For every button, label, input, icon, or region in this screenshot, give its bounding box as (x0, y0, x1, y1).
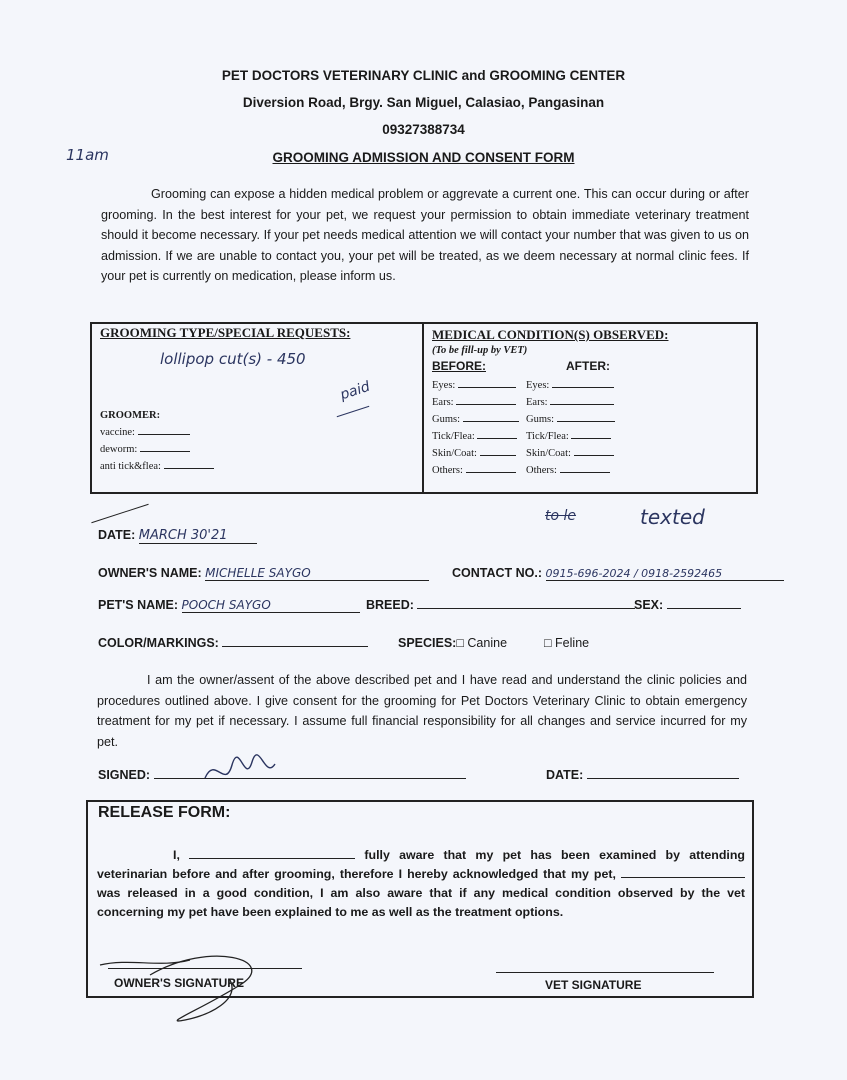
vet-signature-label: VET SIGNATURE (545, 978, 642, 992)
before-row: Others: (432, 462, 519, 479)
before-row: Eyes: (432, 377, 519, 394)
contact-field (452, 566, 784, 581)
medical-heading: MEDICAL CONDITION(S) OBSERVED: (432, 327, 669, 342)
pet-label: PET'S NAME: (98, 598, 179, 612)
after-row: Skin/Coat: (526, 445, 615, 462)
contact-value: 0915-696-2024 / 0918-2592465 (546, 567, 784, 581)
owner-field (98, 566, 429, 581)
after-row: Tick/Flea: (526, 428, 615, 445)
before-row: Skin/Coat: (432, 445, 519, 462)
signed-date-field (546, 768, 739, 782)
texted-note: texted (640, 505, 705, 529)
signed-label: SIGNED: (98, 768, 151, 782)
canine-checkbox[interactable]: □ (456, 636, 464, 650)
after-row: Eyes: (526, 377, 615, 394)
after-row: Others: (526, 462, 615, 479)
color-field (98, 636, 368, 650)
intro-paragraph: Grooming can expose a hidden medical problem or aggrevate a current one. This can occur during or after grooming. In the best interest for your pet, we request your permission to obtain immediate veterinary treatment should it become necessary. If your pet needs medical attention we will contact your number that was given to us on admission. If we are unable to contact you, your pet will be treated, as we deem necessary at normal clinic fees. If your pet is currently on medication, please inform us. (101, 187, 749, 284)
breed-label: BREED: (366, 598, 414, 612)
before-column (432, 377, 519, 479)
color-label: COLOR/MARKINGS: (98, 636, 219, 650)
sex-label: SEX: (634, 598, 664, 612)
date-value: MARCH 30'21 (139, 528, 257, 544)
before-label: BEFORE: (432, 359, 486, 373)
before-row: Tick/Flea: (432, 428, 519, 445)
vaccine-field (100, 427, 190, 438)
groomer-label: GROOMER: (100, 410, 161, 421)
release-title: RELEASE FORM: (98, 804, 231, 821)
before-row: Gums: (432, 411, 519, 428)
grooming-request: lollipop cut(s) - 450 (160, 350, 306, 368)
before-row: Ears: (432, 394, 519, 411)
release-signature-scribble (90, 940, 290, 1030)
vet-note: (To be fill-up by VET) (432, 345, 528, 356)
breed-field (366, 598, 635, 612)
clinic-phone: 09327388734 (382, 122, 465, 137)
species-field (398, 636, 589, 650)
pet-value: POOCH SAYGO (182, 598, 360, 613)
date-label: DATE: (98, 528, 136, 542)
contact-label: CONTACT NO.: (452, 566, 543, 580)
owner-value: MICHELLE SAYGO (205, 566, 429, 581)
deworm-field (100, 444, 190, 455)
struck-note: to le (545, 508, 577, 524)
species-label: SPECIES: (398, 636, 457, 650)
signed-date-label: DATE: (546, 768, 584, 782)
conditions-divider (422, 322, 424, 492)
pet-field (98, 598, 360, 613)
grooming-heading: GROOMING TYPE/SPECIAL REQUESTS: (100, 325, 351, 340)
after-row: Ears: (526, 394, 615, 411)
owner-signature-scribble (200, 750, 280, 790)
paid-note: paid (338, 378, 372, 404)
feline-option: Feline (555, 636, 590, 650)
clinic-address: Diversion Road, Brgy. San Miguel, Calasiao, Pangasinan (242, 95, 605, 110)
signed-field (98, 768, 466, 782)
after-label: AFTER: (566, 359, 610, 373)
owner-label: OWNER'S NAME: (98, 566, 202, 580)
owner-signature-label: OWNER'S SIGNATURE (114, 976, 244, 990)
after-column (526, 377, 615, 479)
vet-signature-line (496, 972, 714, 973)
antitick-field (100, 461, 214, 472)
form-title: GROOMING ADMISSION AND CONSENT FORM (272, 150, 575, 165)
antitick-label: anti tick&flea: (100, 461, 161, 472)
date-field (98, 528, 257, 544)
clinic-name: PET DOCTORS VETERINARY CLINIC and GROOMING CENTER (221, 68, 626, 83)
vaccine-label: vaccine: (100, 427, 135, 438)
margin-time-note: 11am (66, 146, 109, 164)
feline-checkbox[interactable]: □ (544, 636, 552, 650)
sex-field (634, 598, 741, 612)
consent-paragraph: I am the owner/assent of the above described pet and I have read and understand the clinic policies and procedures outlined above. I give consent for the grooming for Pet Doctors Veterinary Clinic to obtain emergency treatment for my pet if necessary. I assume full financial responsibility for all changes and service incurred for my pet. (97, 673, 747, 749)
pen-mark (91, 504, 148, 523)
after-row: Gums: (526, 411, 615, 428)
canine-option: Canine (467, 636, 508, 650)
release-paragraph: I, fully aware that my pet has been examined by attending veterinarian before and after grooming, therefore I hereby acknowledged that my pet, was released in a good condition, I am also aware that if any medical condition observed by the vet concerning my pet have been explained to me as well as the treatment options. (97, 848, 745, 919)
deworm-label: deworm: (100, 444, 138, 455)
